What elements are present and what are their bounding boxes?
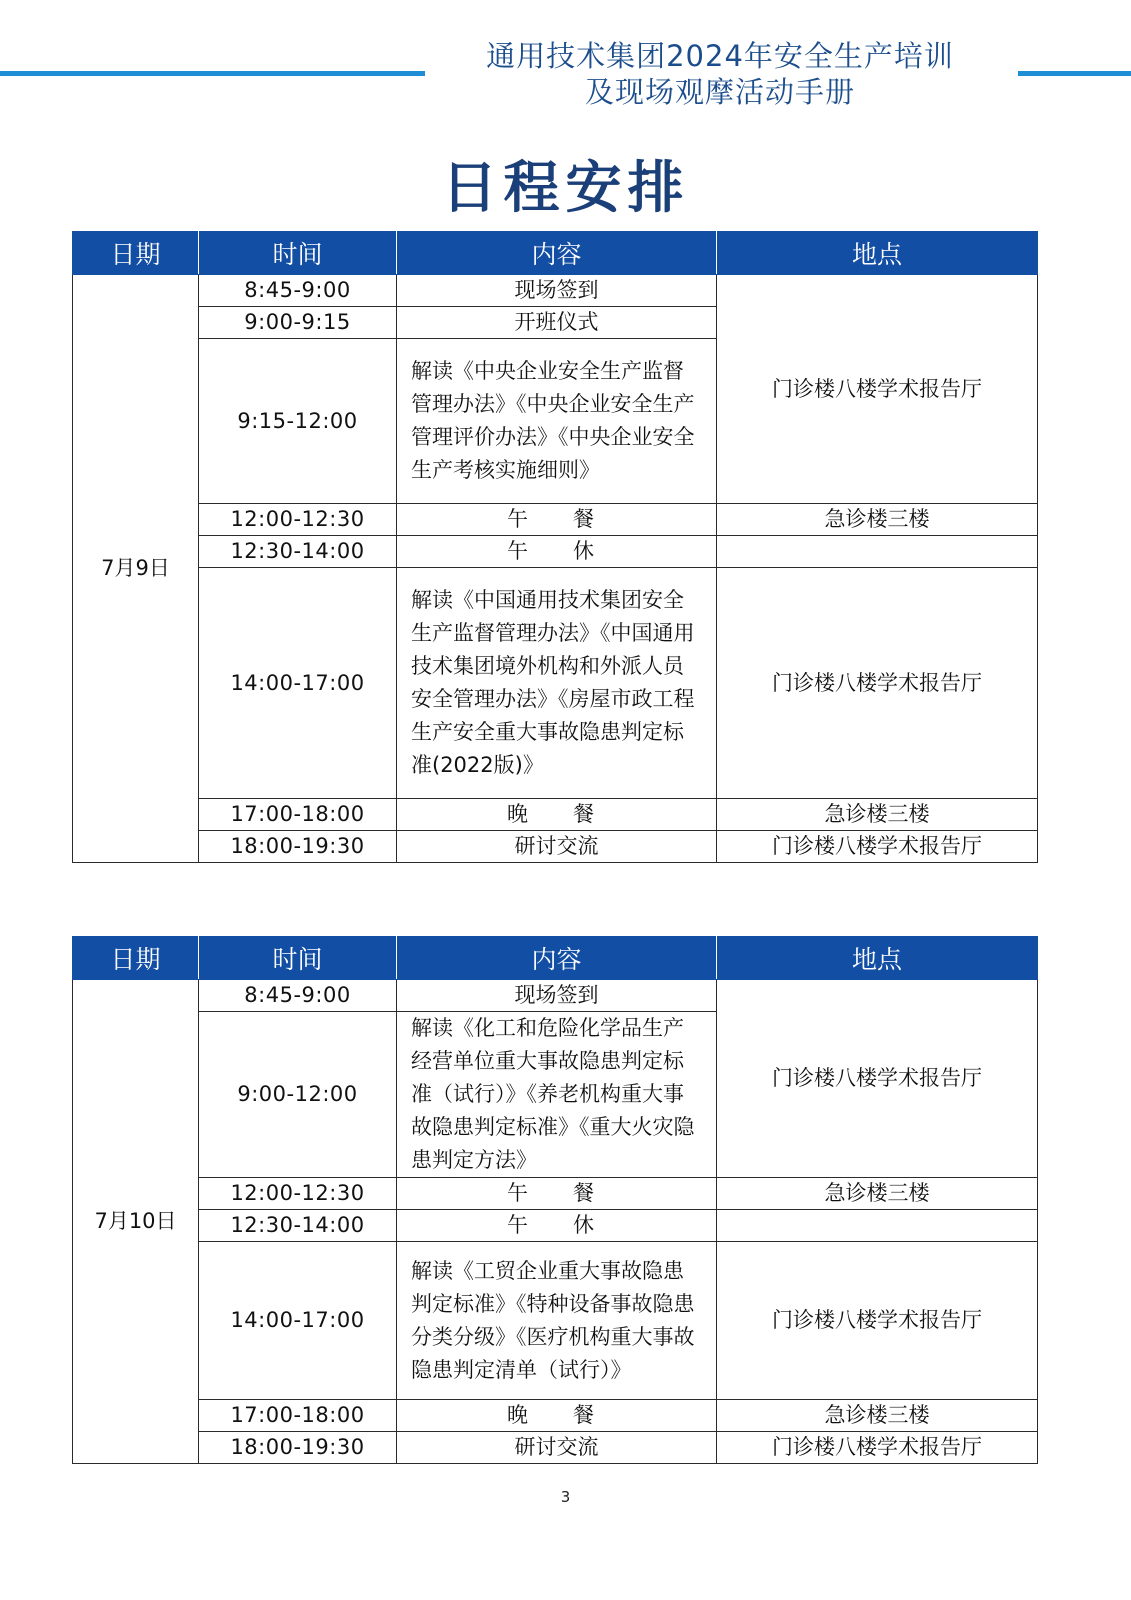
- column-header-time: 时间: [199, 937, 397, 980]
- content-cell: 午 休: [397, 536, 717, 568]
- header-rule-left: [0, 71, 425, 76]
- place-cell: 急诊楼三楼: [717, 1178, 1038, 1210]
- content-cell: 午 休: [397, 1210, 717, 1242]
- column-header-place: 地点: [717, 232, 1038, 275]
- table-header-row: [73, 232, 1038, 275]
- column-header-time: 时间: [199, 232, 397, 275]
- time-cell: 12:00-12:30: [199, 1178, 397, 1210]
- place-cell: 门诊楼八楼学术报告厅: [717, 980, 1038, 1178]
- content-cell: 晚 餐: [397, 799, 717, 831]
- column-header-content: 内容: [397, 937, 717, 980]
- place-cell: 门诊楼八楼学术报告厅: [717, 275, 1038, 504]
- page-title: 日程安排: [441, 155, 690, 221]
- content-cell: 午 餐: [397, 1178, 717, 1210]
- time-cell: 8:45-9:00: [199, 275, 397, 307]
- table-row: [73, 504, 1038, 536]
- content-cell: 现场签到: [397, 980, 717, 1012]
- time-cell: 8:45-9:00: [199, 980, 397, 1012]
- header-line-2: 及现场观摩活动手册: [584, 75, 855, 109]
- place-cell: 急诊楼三楼: [717, 504, 1038, 536]
- content-cell: 晚 餐: [397, 1400, 717, 1432]
- content-cell: 研讨交流: [397, 831, 717, 863]
- table-row: [73, 1432, 1038, 1464]
- content-cell: 解读《中国通用技术集团安全生产监督管理办法》《中国通用技术集团境外机构和外派人员安全管理办法》《房屋市政工程生产安全重大事故隐患判定标准(2022版)》: [397, 568, 717, 799]
- column-header-place: 地点: [717, 937, 1038, 980]
- table-row: [73, 980, 1038, 1012]
- time-cell: 12:00-12:30: [199, 504, 397, 536]
- time-cell: 9:15-12:00: [199, 339, 397, 504]
- table-header-row: [73, 937, 1038, 980]
- time-cell: 18:00-19:30: [199, 1432, 397, 1464]
- header-rule-right: [1018, 71, 1131, 76]
- time-cell: 12:30-14:00: [199, 536, 397, 568]
- table-row: [73, 1178, 1038, 1210]
- content-cell: 解读《工贸企业重大事故隐患判定标准》《特种设备事故隐患分类分级》《医疗机构重大事故隐患判定清单（试行）》: [397, 1242, 717, 1400]
- table-row: [73, 536, 1038, 568]
- table-row: [73, 275, 1038, 307]
- time-cell: 17:00-18:00: [199, 799, 397, 831]
- time-cell: 18:00-19:30: [199, 831, 397, 863]
- place-cell: [717, 1210, 1038, 1242]
- document-header: [430, 38, 1010, 110]
- content-cell: 午 餐: [397, 504, 717, 536]
- time-cell: 9:00-12:00: [199, 1012, 397, 1178]
- date-cell: 7月9日: [73, 275, 199, 863]
- content-cell: 现场签到: [397, 275, 717, 307]
- place-cell: 急诊楼三楼: [717, 799, 1038, 831]
- table-row: [73, 799, 1038, 831]
- place-cell: 门诊楼八楼学术报告厅: [717, 568, 1038, 799]
- place-cell: 门诊楼八楼学术报告厅: [717, 1432, 1038, 1464]
- table-row: [73, 831, 1038, 863]
- column-header-date: 日期: [73, 937, 199, 980]
- date-cell: 7月10日: [73, 980, 199, 1464]
- place-cell: [717, 536, 1038, 568]
- schedule-table-day1: [72, 231, 1038, 863]
- content-cell: 解读《化工和危险化学品生产经营单位重大事故隐患判定标准（试行）》《养老机构重大事故隐患判定标准》《重大火灾隐患判定方法》: [397, 1012, 717, 1178]
- header-line-1: 通用技术集团2024年安全生产培训: [486, 39, 954, 73]
- content-cell: 解读《中央企业安全生产监督管理办法》《中央企业安全生产管理评价办法》《中央企业安全生产考核实施细则》: [397, 339, 717, 504]
- table-row: [73, 1210, 1038, 1242]
- page-number: 3: [560, 1488, 571, 1506]
- table-row: [73, 1400, 1038, 1432]
- column-header-date: 日期: [73, 232, 199, 275]
- content-cell: 开班仪式: [397, 307, 717, 339]
- place-cell: 急诊楼三楼: [717, 1400, 1038, 1432]
- time-cell: 12:30-14:00: [199, 1210, 397, 1242]
- table-row: [73, 568, 1038, 799]
- time-cell: 14:00-17:00: [199, 568, 397, 799]
- time-cell: 17:00-18:00: [199, 1400, 397, 1432]
- place-cell: 门诊楼八楼学术报告厅: [717, 1242, 1038, 1400]
- time-cell: 9:00-9:15: [199, 307, 397, 339]
- column-header-content: 内容: [397, 232, 717, 275]
- time-cell: 14:00-17:00: [199, 1242, 397, 1400]
- content-cell: 研讨交流: [397, 1432, 717, 1464]
- place-cell: 门诊楼八楼学术报告厅: [717, 831, 1038, 863]
- table-row: [73, 1242, 1038, 1400]
- schedule-table-day2: [72, 936, 1038, 1464]
